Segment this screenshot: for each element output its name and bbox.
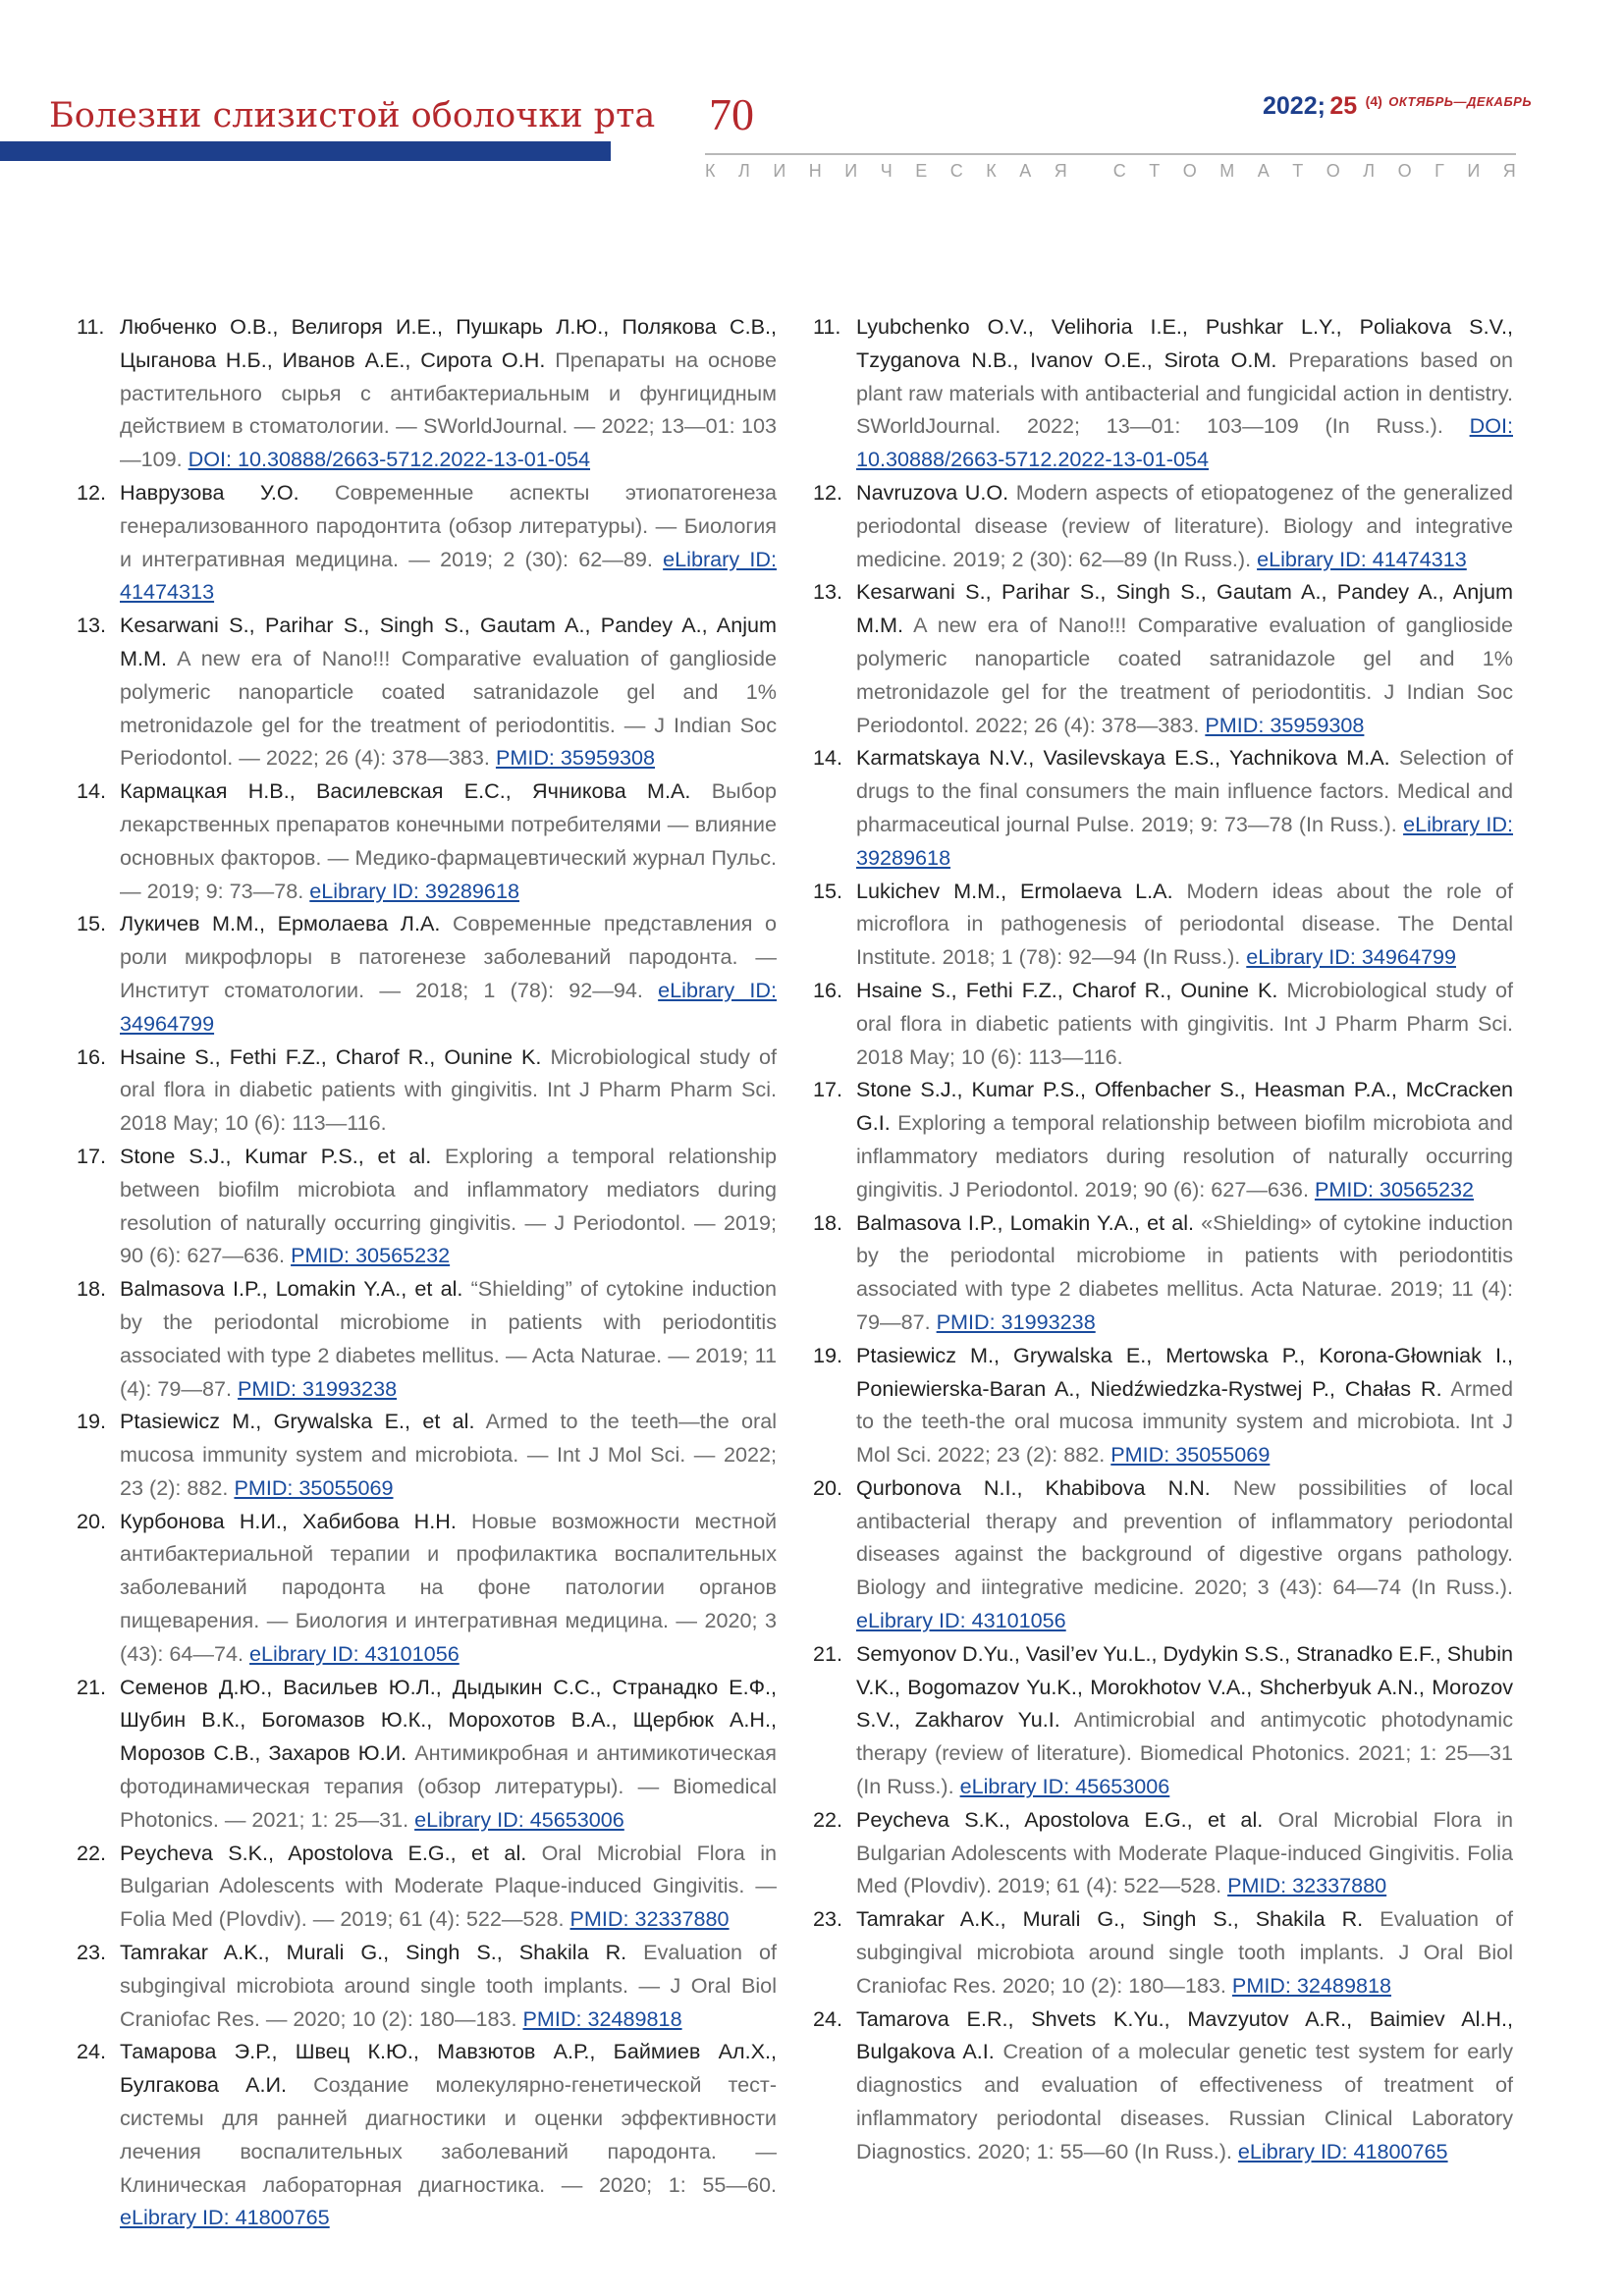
reference-text: Antimicrobial and antimycotic photodynamic therapy (review of literature). Biomedical Photonics. 2021; 1: 25—31 (In Russ.). xyxy=(856,1707,1513,1799)
issue-number: (4) xyxy=(1365,93,1382,109)
issue-info xyxy=(1263,92,1532,121)
reference-number: 11. xyxy=(77,314,105,339)
reference-link[interactable]: eLibrary ID: 41474313 xyxy=(120,546,777,605)
journal-letter: Л xyxy=(1363,161,1376,181)
reference-item xyxy=(813,1637,1513,1803)
section-title: Болезни слизистой оболочки рта xyxy=(49,96,656,135)
reference-text: Создание молекулярно-генетической тест-системы для ранней диагностики и оценки эффективности лечения воспалительных заболеваний пародонта. — Клиническая лабораторная диагностика. — 2020; 1: 55—60. xyxy=(120,2072,778,2197)
journal-name xyxy=(705,161,1516,182)
reference-item xyxy=(77,310,778,476)
reference-link[interactable]: eLibrary ID: 34964799 xyxy=(120,977,777,1036)
reference-link[interactable]: PMID: 30565232 xyxy=(1314,1176,1475,1201)
reference-link[interactable]: eLibrary ID: 41800765 xyxy=(1237,2138,1448,2163)
reference-authors: Hsaine S., Fethi F.Z., Charof R., Ounine K. xyxy=(120,1043,542,1069)
reference-authors: Tamrakar A.K., Murali G., Singh S., Shakila R. xyxy=(120,1940,627,1965)
reference-text: Armed to the teeth-the oral mucosa immunity system and microbiota. Int J Mol Sci. 2022; 23 (2): 882. xyxy=(856,1375,1514,1468)
reference-link[interactable]: PMID: 30565232 xyxy=(291,1243,451,1268)
reference-link[interactable]: PMID: 31993238 xyxy=(936,1308,1096,1334)
reference-number: 22. xyxy=(813,1806,843,1832)
journal-letter: И xyxy=(844,161,858,181)
reference-text: A new era of Nano!!! Comparative evaluation of ganglioside polymeric nanoparticle coated satranidazole gel and 1% metronidazole gel for the treatment of periodontitis. — J Indian Soc Periodontol. — 2022; 26 (4): 378—383. xyxy=(120,645,777,771)
reference-link[interactable]: PMID: 32489818 xyxy=(522,2005,682,2031)
reference-number: 21. xyxy=(77,1674,107,1699)
reference-link[interactable]: DOI: 10.30888/2663-5712.2022-13-01-054 xyxy=(856,413,1513,472)
journal-letter: Я xyxy=(1054,161,1067,181)
reference-item xyxy=(77,1272,778,1405)
reference-authors: Stone S.J., Kumar P.S., Offenbacher S., Heasman P.A., McCracken G.I. xyxy=(856,1077,1513,1136)
reference-authors: Наврузова У.О. xyxy=(120,479,299,505)
reference-authors: Stone S.J., Kumar P.S., et al. xyxy=(120,1143,432,1168)
journal-letter: К xyxy=(705,161,716,181)
reference-authors: Tamarova E.R., Shvets K.Yu., Mavzyutov A.R., Baimiev Al.H., Bulgakova A.I. xyxy=(856,2005,1513,2064)
reference-text: A new era of Nano!!! Comparative evaluation of ganglioside polymeric nanoparticle coated satranidazole gel and 1% metronidazole gel for the treatment of periodontitis. J Indian Soc Periodontol. 2022; 26 (4): 378—383. xyxy=(856,613,1513,737)
reference-link[interactable]: PMID: 35959308 xyxy=(1205,712,1365,737)
reference-link[interactable]: PMID: 35055069 xyxy=(234,1474,394,1500)
reference-text: “Shielding” of cytokine induction by the periodontal microbiome in patients with periodontitis associated with type 2 diabetes mellitus. — Acta Naturae. — 2019; 11 (4): 79—87. xyxy=(120,1276,778,1401)
reference-text: Creation of a molecular genetic test system for early diagnostics and evaluation of effectiveness of treatment of inflammatory periodontal diseases. Russian Clinical Laboratory Diagnostics. 2020; 1: 55—60 (In Russ.). xyxy=(856,2039,1513,2163)
reference-item xyxy=(813,1206,1514,1339)
reference-text: Modern ideas about the role of microflora in pathogenesis of periodontal disease. The Dental Institute. 2018; 1 (78): 92—94 (In Russ.). xyxy=(856,878,1513,970)
reference-item xyxy=(77,907,777,1040)
journal-letter: Н xyxy=(808,161,822,181)
reference-text: Препараты на основе растительного сырья с антибактериальным и фунгицидным действием в стоматологии. — SWorldJournal. — 2022; 13—01: 103—109. xyxy=(120,347,778,472)
references-english xyxy=(813,310,1514,2168)
reference-text: Современные представления о роли микрофлоры в патогенезе заболеваний пародонта. — Институт стоматологии. — 2018; 1 (78): 92—94. xyxy=(120,911,777,1002)
header-rule xyxy=(705,153,1516,155)
reference-item xyxy=(77,1936,778,2035)
reference-link[interactable]: eLibrary ID: 41800765 xyxy=(120,2205,330,2230)
reference-text: Oral Microbial Flora in Bulgarian Adolescents with Moderate Plaque-induced Gingivitis. Folia Med (Plovdiv). 2019; 61 (4): 522—528. xyxy=(856,1806,1514,1898)
reference-number: 23. xyxy=(813,1906,843,1932)
reference-number: 23. xyxy=(77,1940,107,1965)
reference-link[interactable]: eLibrary ID: 43101056 xyxy=(856,1608,1066,1633)
journal-letter: Е xyxy=(915,161,928,181)
reference-authors: Ptasiewicz M., Grywalska E., et al. xyxy=(120,1409,475,1434)
reference-authors: Лукичев М.М., Ермолаева Л.А. xyxy=(120,911,441,936)
journal-letter: М xyxy=(1219,161,1235,181)
reference-item xyxy=(813,2002,1513,2168)
issue-months: ОКТЯБРЬ—ДЕКАБРЬ xyxy=(1388,94,1533,109)
reference-text: Антимикробная и антимикотическая фотодинамическая терапия (обзор литературы). — Biomedical Photonics. — 2021; 1: 25—31. xyxy=(120,1740,777,1832)
reference-item xyxy=(813,1471,1513,1637)
reference-link[interactable]: eLibrary ID: 39289618 xyxy=(309,878,519,903)
reference-number: 16. xyxy=(77,1043,107,1069)
reference-link[interactable]: eLibrary ID: 34964799 xyxy=(1246,944,1456,970)
reference-link[interactable]: PMID: 32337880 xyxy=(1227,1873,1387,1898)
reference-text: Modern aspects of etiopatogenez of the generalized periodontal disease (review of literature). Biology and integrative medicine. 2019; 2 (30): 62—89 (In Russ.). xyxy=(856,479,1514,571)
reference-item xyxy=(813,476,1514,575)
reference-item xyxy=(813,875,1513,974)
journal-letter: О xyxy=(1326,161,1340,181)
journal-letter: С xyxy=(1112,161,1126,181)
journal-letter: А xyxy=(1257,161,1270,181)
journal-letter: А xyxy=(1019,161,1032,181)
page-number: 70 xyxy=(709,89,754,139)
reference-text: «Shielding» of cytokine induction by the periodontal microbiome in patients with periodontitis associated with type 2 diabetes mellitus. Acta Naturae. 2019; 11 (4): 79—87. xyxy=(856,1209,1514,1334)
reference-authors: Lyubchenko O.V., Velihoria I.E., Pushkar L.Y., Poliakova S.V., Tzyganova N.B., Ivanov O.E., Sirota O.M. xyxy=(856,314,1513,372)
reference-number: 12. xyxy=(77,479,107,505)
journal-letter: О xyxy=(1182,161,1197,181)
reference-item xyxy=(77,1671,777,1837)
reference-number: 17. xyxy=(813,1077,843,1102)
reference-text: Microbiological study of oral flora in diabetic patients with gingivitis. Int J Pharm Pharm Sci. 2018 May; 10 (6): 113—116. xyxy=(856,977,1514,1069)
reference-authors: Peycheva S.K., Apostolova E.G., et al. xyxy=(856,1806,1264,1832)
reference-item xyxy=(77,2035,778,2234)
reference-link[interactable]: eLibrary ID: 45653006 xyxy=(414,1806,624,1832)
reference-number: 15. xyxy=(813,878,843,903)
reference-authors: Тамарова Э.Р., Швец К.Ю., Мавзютов А.Р., Баймиев Ал.Х., Булгакова А.И. xyxy=(120,2039,777,2098)
reference-authors: Navruzova U.O. xyxy=(856,479,1009,505)
reference-number: 22. xyxy=(77,1840,107,1865)
journal-letter: Л xyxy=(738,161,750,181)
reference-number: 18. xyxy=(813,1209,843,1235)
reference-authors: Kesarwani S., Parihar S., Singh S., Gautam A., Pandey A., Anjum M.M. xyxy=(120,613,777,670)
reference-authors: Balmasova I.P., Lomakin Y.A., et al. xyxy=(856,1209,1195,1235)
reference-text: Exploring a temporal relationship between biofilm microbiota and inflammatory mediators during resolution of naturally occurring gingivitis. — J Periodontol. — 2019; 90 (6): 627—636. xyxy=(120,1143,777,1268)
reference-authors: Ptasiewicz M., Grywalska E., Mertowska P., Korona-Głowniak I., Poniewierska-Baran A., Niedźwiedzka-Rystwej P., Chałas R. xyxy=(856,1342,1513,1401)
reference-text: Современные аспекты этиопатогенеза генерализованного пародонтита (обзор литературы). — Биология и интегративная медицина. — 2019; 2 (30): 62—89. xyxy=(120,479,777,571)
reference-number: 15. xyxy=(77,911,107,936)
reference-item xyxy=(813,974,1514,1073)
reference-item xyxy=(77,774,778,907)
reference-link[interactable]: PMID: 35959308 xyxy=(495,745,655,771)
reference-number: 13. xyxy=(813,579,843,605)
reference-item xyxy=(813,741,1514,874)
journal-letter: С xyxy=(949,161,963,181)
reference-item xyxy=(77,1505,778,1671)
reference-number: 24. xyxy=(813,2005,843,2031)
reference-number: 19. xyxy=(77,1409,107,1434)
reference-number: 14. xyxy=(813,745,843,771)
reference-authors: Semyonov D.Yu., Vasil’ev Yu.L., Dydykin S.S., Stranadko E.F., Shubin V.K., Bogomazov Yu.K., Morokhotov V.A., Shcherbyuk A.N., Morozov S.V., Zakharov Yu.I. xyxy=(856,1640,1513,1733)
reference-number: 16. xyxy=(813,977,843,1002)
reference-number: 18. xyxy=(77,1276,107,1302)
reference-item xyxy=(813,1803,1514,1902)
reference-authors: Курбонова Н.И., Хабибова Н.Н. xyxy=(120,1508,457,1533)
reference-item xyxy=(813,310,1513,476)
reference-link[interactable]: PMID: 32489818 xyxy=(1231,1972,1391,1998)
reference-authors: Любченко О.В., Велигоря И.Е., Пушкарь Л.Ю., Полякова С.В., Цыганова Н.Б., Иванов А.Е., Сирота О.Н. xyxy=(120,314,777,372)
reference-authors: Семенов Д.Ю., Васильев Ю.Л., Дыдыкин С.С., Странадко Е.Ф., Шубин В.К., Богомазов Ю.К., Морохотов В.А., Щербюк А.Н., Морозов С.В., Захаров Ю.И. xyxy=(120,1674,777,1766)
references-russian xyxy=(77,310,778,2234)
reference-text: Evaluation of subgingival microbiota around single tooth implants. J Oral Biol Craniofac Res. 2020; 10 (2): 180—183. xyxy=(856,1906,1514,1998)
reference-text: New possibilities of local antibacterial therapy and prevention of inflammatory periodontal diseases against the background of digestive organs pathology. Biology and iintegrative medicine. 2020; 3 (43): 64—74 (In Russ.). xyxy=(856,1474,1513,1600)
journal-letter: Т xyxy=(1292,161,1304,181)
issue-year: 2022; xyxy=(1263,92,1326,120)
reference-number: 20. xyxy=(813,1474,843,1500)
reference-number: 21. xyxy=(813,1640,843,1666)
reference-authors: Kesarwani S., Parihar S., Singh S., Gautam A., Pandey A., Anjum M.M. xyxy=(856,579,1513,638)
reference-link[interactable]: eLibrary ID: 45653006 xyxy=(959,1774,1170,1799)
reference-item xyxy=(77,1041,778,1140)
reference-link[interactable]: PMID: 35055069 xyxy=(1110,1442,1271,1468)
reference-authors: Tamrakar A.K., Murali G., Singh S., Shakila R. xyxy=(856,1906,1364,1932)
reference-link[interactable]: DOI: 10.30888/2663-5712.2022-13-01-054 xyxy=(188,447,591,472)
reference-text: Microbiological study of oral flora in diabetic patients with gingivitis. Int J Pharm Pharm Sci. 2018 May; 10 (6): 113—116. xyxy=(120,1043,778,1136)
reference-text: Выбор лекарственных препаратов конечными потребителями — влияние основных факторов. — Медико-фармацевтический журнал Пульс. — 2019; 9: 73—78. xyxy=(120,778,778,903)
reference-authors: Кармацкая Н.В., Василевская Е.С., Ячникова М.А. xyxy=(120,778,691,804)
reference-number: 13. xyxy=(77,613,107,638)
reference-item xyxy=(77,1140,777,1272)
reference-authors: Hsaine S., Fethi F.Z., Charof R., Ounine K. xyxy=(856,977,1278,1002)
reference-text: Evaluation of subgingival microbiota around single tooth implants. — J Oral Biol Craniofac Res. — 2020; 10 (2): 180—183. xyxy=(120,1940,778,2031)
reference-text: Oral Microbial Flora in Bulgarian Adolescents with Moderate Plaque-induced Gingivitis. — Folia Med (Plovdiv). — 2019; 61 (4): 522—528. xyxy=(120,1840,778,1932)
issue-volume: 25 xyxy=(1329,92,1358,120)
reference-item xyxy=(813,1073,1514,1205)
reference-number: 14. xyxy=(77,778,107,804)
reference-item xyxy=(77,476,777,609)
reference-text: Новые возможности местной антибактериальной терапии и профилактика воспалительных заболеваний пародонта на фоне патологии органов пищеварения. — Биология и интегративная медицина. — 2020; 3 (43): 64—74. xyxy=(120,1508,778,1666)
reference-item xyxy=(813,1902,1514,2002)
reference-text: Exploring a temporal relationship between biofilm microbiota and inflammatory mediators during resolution of naturally occurring gingivitis. J Periodontol. 2019; 90 (6): 627—636. xyxy=(856,1110,1514,1201)
reference-item xyxy=(77,1405,777,1504)
journal-letter: Я xyxy=(1502,161,1516,181)
reference-authors: Peycheva S.K., Apostolova E.G., et al. xyxy=(120,1840,527,1865)
journal-letter: Г xyxy=(1435,161,1444,181)
reference-item xyxy=(77,1837,778,1936)
reference-link[interactable]: eLibrary ID: 39289618 xyxy=(856,811,1514,870)
reference-link[interactable]: PMID: 32337880 xyxy=(569,1906,730,1932)
reference-text: Armed to the teeth—the oral mucosa immunity system and microbiota. — Int J Mol Sci. — 2022; 23 (2): 882. xyxy=(120,1409,777,1500)
reference-link[interactable]: PMID: 31993238 xyxy=(238,1375,398,1401)
reference-item xyxy=(77,609,777,774)
reference-authors: Balmasova I.P., Lomakin Y.A., et al. xyxy=(120,1276,463,1302)
reference-number: 17. xyxy=(77,1143,107,1168)
reference-number: 19. xyxy=(813,1342,843,1367)
journal-letter: К xyxy=(986,161,997,181)
reference-number: 20. xyxy=(77,1508,107,1533)
journal-letter: И xyxy=(1467,161,1481,181)
reference-link[interactable]: eLibrary ID: 43101056 xyxy=(249,1640,460,1666)
reference-authors: Lukichev M.M., Ermolaeva L.A. xyxy=(856,878,1173,903)
journal-letter: О xyxy=(1397,161,1412,181)
page-header xyxy=(0,0,1624,196)
journal-letter: Ч xyxy=(880,161,893,181)
reference-number: 11. xyxy=(813,314,841,339)
section-bar xyxy=(0,141,611,161)
reference-number: 24. xyxy=(77,2039,107,2064)
reference-item xyxy=(813,1339,1514,1471)
journal-letter: И xyxy=(773,161,786,181)
reference-item xyxy=(813,575,1513,741)
reference-text: Preparations based on plant raw materials with antibacterial and fungicidal action in dentistry. SWorldJournal. 2022; 13—01: 103—109 (In Russ.). xyxy=(856,347,1513,439)
reference-text: Selection of drugs to the final consumers the main influence factors. Medical and pharmaceutical journal Pulse. 2019; 9: 73—78 (In Russ.). xyxy=(856,745,1514,836)
reference-authors: Karmatskaya N.V., Vasilevskaya E.S., Yachnikova M.A. xyxy=(856,745,1390,771)
reference-authors: Qurbonova N.I., Khabibova N.N. xyxy=(856,1474,1211,1500)
journal-letter: Т xyxy=(1149,161,1161,181)
reference-number: 12. xyxy=(813,479,843,505)
reference-link[interactable]: eLibrary ID: 41474313 xyxy=(1257,546,1467,571)
